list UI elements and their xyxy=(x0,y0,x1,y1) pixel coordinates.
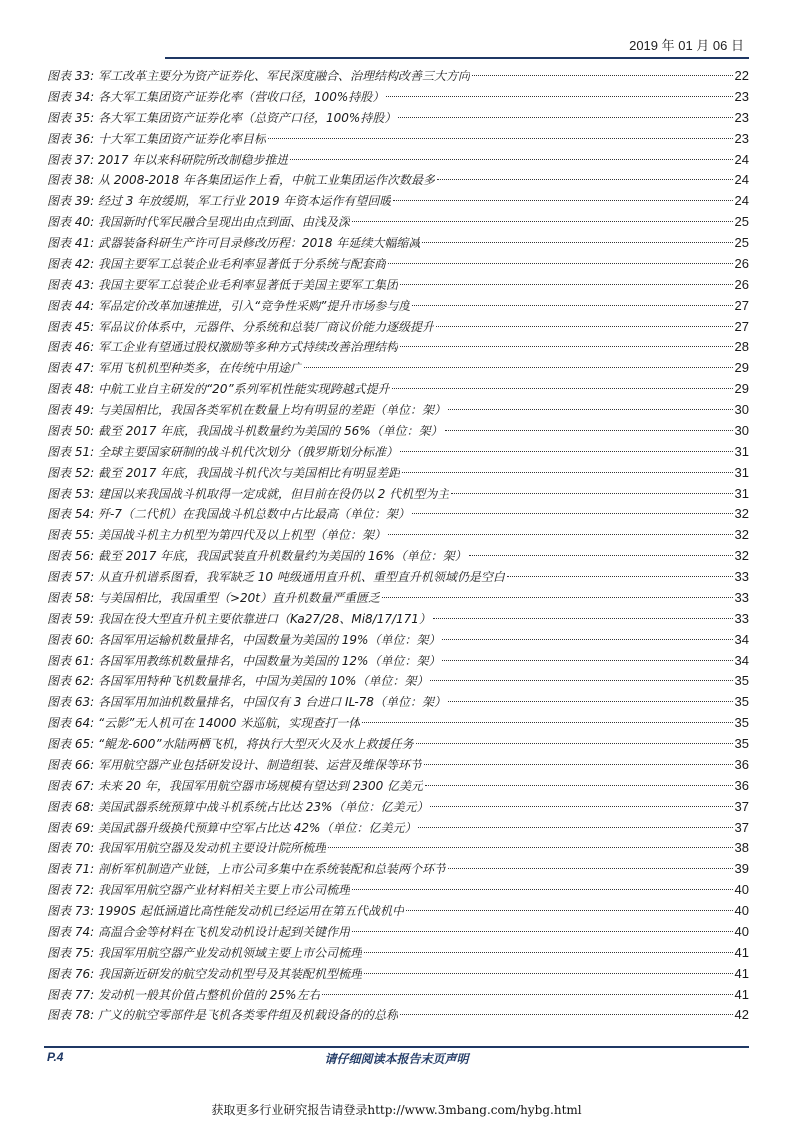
figure-page-number: 25 xyxy=(734,235,749,250)
figure-page-number: 40 xyxy=(734,923,749,939)
figure-title: 美国武器系统预算中战斗机系统占比达 23%（单位：亿美元） xyxy=(97,799,429,814)
dot-leader xyxy=(268,138,733,139)
figure-title: 截至 2017 年底，我国武装直升机数量约为美国的 16%（单位：架） xyxy=(97,549,467,564)
dot-leader xyxy=(437,179,733,180)
toc-entry[interactable] xyxy=(47,150,749,171)
figure-label: 图表 61: xyxy=(47,653,95,668)
figure-title: 军工企业有望通过股权激励等多种方式持续改善治理结构 xyxy=(97,340,398,355)
figure-label: 图表 76: xyxy=(47,966,95,981)
figure-title: 广义的航空零部件是飞机各类零件组及机载设备的的总称 xyxy=(97,1008,398,1023)
header-divider xyxy=(165,57,749,59)
figure-label: 图表 70: xyxy=(47,841,95,856)
toc-entry[interactable] xyxy=(47,713,749,734)
figure-title: 我国新时代军民融合呈现出由点到面、由浅及深 xyxy=(97,215,350,230)
toc-entry[interactable] xyxy=(47,337,749,358)
figure-page-number: 35 xyxy=(734,736,749,751)
download-note xyxy=(0,1101,793,1118)
figure-title: 建国以来我国战斗机取得一定成就，但目前在役仍以 2 代机型为主 xyxy=(97,486,450,501)
figure-label: 图表 34: xyxy=(47,89,95,104)
figure-title: 发动机一般其价值占整机价值的 25%左右 xyxy=(97,987,321,1002)
figure-title: 武器装备科研生产许可目录修改历程：2018 年延续大幅缩减 xyxy=(97,236,421,250)
figure-page-number: 31 xyxy=(734,464,749,480)
figure-label: 图表 75: xyxy=(47,945,95,960)
toc-entry[interactable] xyxy=(47,442,749,463)
toc-entry[interactable] xyxy=(47,838,749,859)
figure-page-number: 40 xyxy=(734,882,749,898)
figure-page-number: 36 xyxy=(734,756,749,772)
figure-title: 各国军用运输机数量排名，中国数量为美国的 19%（单位：架） xyxy=(97,632,441,647)
dot-leader xyxy=(445,430,733,431)
figure-page-number: 24 xyxy=(734,193,749,209)
toc-entry[interactable] xyxy=(47,567,749,588)
figure-title: 经过 3 年放缓期，军工行业 2019 年资本运作有望回暖 xyxy=(97,194,392,209)
figure-label: 图表 72: xyxy=(47,883,95,898)
toc-entry[interactable] xyxy=(47,191,749,212)
figure-label: 图表 60: xyxy=(47,632,95,647)
figure-label: 图表 46: xyxy=(47,340,95,355)
figure-page-number: 33 xyxy=(734,569,749,584)
figure-page-number: 42 xyxy=(734,1007,749,1023)
toc-entry[interactable] xyxy=(47,609,749,630)
dot-leader xyxy=(386,96,732,97)
figure-page-number: 41 xyxy=(734,965,749,981)
figure-label: 图表 51: xyxy=(47,444,95,459)
toc-entry[interactable] xyxy=(47,317,749,338)
toc-entry[interactable] xyxy=(47,108,749,129)
toc-entry[interactable] xyxy=(47,170,749,191)
dot-leader xyxy=(416,743,733,744)
figure-label: 图表 54: xyxy=(47,507,95,522)
dot-leader xyxy=(400,1014,733,1015)
figure-title: 美国战斗机主力机型为第四代及以上机型（单位：架） xyxy=(97,528,386,543)
toc-entry[interactable] xyxy=(47,797,749,818)
figure-label: 图表 62: xyxy=(47,674,95,689)
toc-entry[interactable] xyxy=(47,275,749,296)
figure-title: 全球主要国家研制的战斗机代次划分（俄罗斯划分标准） xyxy=(97,444,398,459)
figure-label: 图表 69: xyxy=(47,820,95,835)
dot-leader xyxy=(418,827,732,828)
toc-entry[interactable] xyxy=(47,880,749,901)
figure-page-number: 23 xyxy=(734,130,749,146)
dot-leader xyxy=(352,931,733,932)
figure-page-number: 29 xyxy=(734,381,749,397)
figure-page-number: 23 xyxy=(734,109,749,125)
toc-entry[interactable] xyxy=(47,212,749,233)
toc-entry[interactable] xyxy=(47,734,749,755)
figure-title: 十大军工集团资产证券化率目标 xyxy=(97,131,266,146)
dot-leader xyxy=(430,806,732,807)
dot-leader xyxy=(388,534,733,535)
figure-label: 图表 35: xyxy=(47,110,95,125)
footer-divider xyxy=(44,1046,749,1048)
figure-label: 图表 57: xyxy=(47,570,95,584)
figure-page-number: 30 xyxy=(734,422,749,438)
figure-label: 图表 36: xyxy=(47,131,95,146)
figure-title: 歼-7（二代机）在我国战斗机总数中占比最高（单位：架） xyxy=(97,507,410,522)
figure-title: “云影”无人机可在 14000 米巡航，实现查打一体 xyxy=(97,716,361,731)
figure-page-number: 32 xyxy=(734,506,749,522)
toc-entry[interactable] xyxy=(47,859,749,880)
figure-title: 与美国相比，我国各类军机在数量上均有明显的差距（单位：架） xyxy=(97,403,446,417)
toc-entry[interactable] xyxy=(47,546,749,567)
figure-title: 截至 2017 年底，我国战斗机数量约为美国的 56%（单位：架） xyxy=(97,423,443,438)
figure-title: 军品定价改革加速推进，引入“竞争性采购”提升市场参与度 xyxy=(97,298,411,313)
dot-leader xyxy=(388,263,733,264)
toc-entry[interactable] xyxy=(47,901,749,922)
dot-leader xyxy=(400,451,733,452)
dot-leader xyxy=(433,618,733,619)
dot-leader xyxy=(362,722,732,723)
figure-title: 美国武器升级换代预算中空军占比达 42%（单位：亿美元） xyxy=(97,820,417,835)
figure-title: 我国军用航空器产业材料相关主要上市公司梳理 xyxy=(97,883,350,898)
figure-label: 图表 45: xyxy=(47,319,95,334)
dot-leader xyxy=(328,847,733,848)
figure-page-number: 41 xyxy=(734,944,749,960)
dot-leader xyxy=(402,472,732,473)
figure-title: 我国在役大型直升机主要依靠进口（Ka27/28、Mi8/17/171） xyxy=(97,611,431,626)
page-number: P.4 xyxy=(47,1050,64,1064)
figure-page-number: 28 xyxy=(734,339,749,355)
figure-label: 图表 74: xyxy=(47,924,95,939)
dot-leader xyxy=(304,367,733,368)
toc-entry[interactable] xyxy=(47,630,749,651)
figure-page-number: 32 xyxy=(734,548,749,564)
figure-title: 剖析军机制造产业链，上市公司多集中在系统装配和总装两个环节 xyxy=(97,862,446,877)
toc-entry[interactable] xyxy=(47,943,749,964)
dot-leader xyxy=(364,973,733,974)
figure-page-number: 33 xyxy=(734,610,749,626)
figure-label: 图表 68: xyxy=(47,799,95,814)
figure-page-number: 25 xyxy=(734,214,749,230)
dot-leader xyxy=(436,326,733,327)
figure-label: 图表 33: xyxy=(47,69,95,83)
figure-label: 图表 73: xyxy=(47,904,95,918)
figure-label: 图表 67: xyxy=(47,778,95,793)
figure-title: 从 2008-2018 年各集团运作上看，中航工业集团运作次数最多 xyxy=(97,173,436,188)
figure-title: 军工改革主要分为资产证券化、军民深度融合、治理结构改善三大方向 xyxy=(97,69,470,83)
figure-title: 我国新近研发的航空发动机型号及其装配机型梳理 xyxy=(97,966,362,981)
figure-label: 图表 49: xyxy=(47,403,95,417)
figure-label: 图表 66: xyxy=(47,757,95,772)
dot-leader xyxy=(400,346,733,347)
toc-entry[interactable] xyxy=(47,66,749,87)
figure-page-number: 29 xyxy=(734,360,749,376)
figure-page-number: 38 xyxy=(734,840,749,856)
dot-leader xyxy=(322,994,732,995)
figure-title: 各大军工集团资产证券化率（总资产口径，100%持股） xyxy=(97,110,397,125)
figure-page-number: 30 xyxy=(734,402,749,417)
figure-title: 截至 2017 年底，我国战斗机代次与美国相比有明显差距 xyxy=(97,465,401,480)
toc-entry[interactable] xyxy=(47,296,749,317)
figure-page-number: 24 xyxy=(734,151,749,167)
toc-entry[interactable] xyxy=(47,254,749,275)
figure-label: 图表 44: xyxy=(47,298,95,313)
download-link[interactable]: 获取更多行业研究报告请登录http://www.3mbang.com/hybg.html xyxy=(211,1103,582,1117)
figure-label: 图表 59: xyxy=(47,611,95,626)
footer-disclaimer: 请仔细阅读本报告末页声明 xyxy=(324,1052,469,1066)
toc-entry[interactable] xyxy=(47,964,749,985)
toc-entry[interactable] xyxy=(47,484,749,505)
dot-leader xyxy=(392,388,733,389)
figure-page-number: 22 xyxy=(734,68,749,83)
toc-entry[interactable] xyxy=(47,985,749,1006)
toc-entry[interactable] xyxy=(47,525,749,546)
figure-label: 图表 42: xyxy=(47,256,95,271)
figure-page-number: 36 xyxy=(734,777,749,793)
dot-leader xyxy=(412,513,733,514)
toc-entry[interactable] xyxy=(47,504,749,525)
figure-page-number: 23 xyxy=(734,88,749,104)
dot-leader xyxy=(442,660,732,661)
toc-entry[interactable] xyxy=(47,129,749,150)
report-date: 2019 年 01 月 06 日 xyxy=(629,38,744,53)
toc-entry[interactable] xyxy=(47,818,749,839)
figure-label: 图表 47: xyxy=(47,361,95,376)
dot-leader xyxy=(472,75,733,76)
toc-entry[interactable] xyxy=(47,358,749,379)
figure-title: 1990S 起低涵道比高性能发动机已经运用在第五代战机中 xyxy=(97,904,404,918)
toc-entry[interactable] xyxy=(47,755,749,776)
dot-leader xyxy=(382,597,733,598)
figure-page-number: 37 xyxy=(734,819,749,835)
toc-entry[interactable] xyxy=(47,671,749,692)
figure-title: 各大军工集团资产证券化率（营收口径，100%持股） xyxy=(97,89,385,104)
figure-page-number: 37 xyxy=(734,798,749,814)
figure-title: 2017 年以来科研院所改制稳步推进 xyxy=(97,152,289,167)
figure-title: 高温合金等材料在飞机发动机设计起到关键作用 xyxy=(97,924,350,939)
figure-label: 图表 50: xyxy=(47,423,95,438)
figure-title: 我国主要军工总装企业毛利率显著低于美国主要军工集团 xyxy=(97,277,398,292)
figure-page-number: 35 xyxy=(734,694,749,710)
figure-label: 图表 48: xyxy=(47,382,95,397)
dot-leader xyxy=(393,200,732,201)
figure-label: 图表 39: xyxy=(47,194,95,209)
figure-label: 图表 64: xyxy=(47,716,95,731)
figure-label: 图表 40: xyxy=(47,215,95,230)
figure-page-number: 26 xyxy=(734,276,749,292)
figure-page-number: 31 xyxy=(734,443,749,459)
figure-page-number: 27 xyxy=(734,318,749,334)
toc-entry[interactable] xyxy=(47,1005,749,1026)
toc-entry[interactable] xyxy=(47,651,749,672)
toc-entry[interactable] xyxy=(47,421,749,442)
figure-title: 我国军用航空器产业发动机领域主要上市公司梳理 xyxy=(97,945,362,960)
figure-title: 军用飞机机型种类多，在传统中用途广 xyxy=(97,361,302,376)
figure-page-number: 41 xyxy=(734,986,749,1002)
figure-page-number: 35 xyxy=(734,673,749,689)
toc-entry[interactable] xyxy=(47,400,749,421)
figure-title: 各国军用加油机数量排名，中国仅有 3 台进口 IL-78（单位：架） xyxy=(97,695,446,710)
figure-title: 我国主要军工总装企业毛利率显著低于分系统与配套商 xyxy=(97,256,386,271)
figure-page-number: 24 xyxy=(734,172,749,188)
toc-entry[interactable] xyxy=(47,922,749,943)
toc-entry[interactable] xyxy=(47,379,749,400)
figure-label: 图表 43: xyxy=(47,277,95,292)
dot-leader xyxy=(448,701,733,702)
figure-page-number: 40 xyxy=(734,903,749,918)
dot-leader xyxy=(352,889,733,890)
dot-leader xyxy=(507,576,733,577)
figure-page-number: 26 xyxy=(734,255,749,271)
toc-entry[interactable] xyxy=(47,776,749,797)
figure-label: 图表 52: xyxy=(47,465,95,480)
figure-page-number: 33 xyxy=(734,589,749,605)
figure-label: 图表 77: xyxy=(47,987,95,1002)
figure-label: 图表 78: xyxy=(47,1008,95,1023)
figure-title: 从直升机谱系图看，我军缺乏 10 吨级通用直升机、重型直升机领域仍是空白 xyxy=(97,570,505,584)
dot-leader xyxy=(422,242,732,243)
figure-page-number: 31 xyxy=(734,485,749,501)
figure-page-number: 27 xyxy=(734,297,749,313)
dot-leader xyxy=(451,493,732,494)
toc-entry[interactable] xyxy=(47,588,749,609)
table-of-figures xyxy=(47,66,749,1026)
figure-title: 与美国相比，我国重型（>20t）直升机数量严重匮乏 xyxy=(97,590,380,605)
figure-title: 中航工业自主研发的“20”系列军机性能实现跨越式提升 xyxy=(97,382,390,397)
figure-label: 图表 63: xyxy=(47,695,95,710)
figure-label: 图表 55: xyxy=(47,528,95,543)
figure-label: 图表 37: xyxy=(47,152,95,167)
dot-leader xyxy=(430,680,732,681)
toc-entry[interactable] xyxy=(47,87,749,108)
figure-label: 图表 65: xyxy=(47,737,95,751)
dot-leader xyxy=(412,305,732,306)
figure-label: 图表 53: xyxy=(47,486,95,501)
toc-entry[interactable] xyxy=(47,463,749,484)
figure-page-number: 34 xyxy=(734,652,749,668)
figure-title: 军品议价体系中，元器件、分系统和总装厂商议价能力逐级提升 xyxy=(97,319,434,334)
dot-leader xyxy=(425,785,732,786)
dot-leader xyxy=(448,409,733,410)
dot-leader xyxy=(352,221,733,222)
dot-leader xyxy=(424,764,733,765)
figure-label: 图表 71: xyxy=(47,862,95,877)
figure-page-number: 34 xyxy=(734,631,749,647)
dot-leader xyxy=(290,159,732,160)
dot-leader xyxy=(448,868,733,869)
figure-title: 各国军用教练机数量排名，中国数量为美国的 12%（单位：架） xyxy=(97,653,441,668)
figure-title: “鲲龙-600”水陆两栖飞机，将执行大型灭火及水上救援任务 xyxy=(97,737,414,751)
dot-leader xyxy=(400,284,733,285)
dot-leader xyxy=(406,910,733,911)
toc-entry[interactable] xyxy=(47,692,749,713)
dot-leader xyxy=(364,952,733,953)
figure-page-number: 32 xyxy=(734,527,749,543)
figure-title: 未来 20 年，我国军用航空器市场规模有望达到 2300 亿美元 xyxy=(97,778,424,793)
dot-leader xyxy=(442,639,732,640)
figure-label: 图表 38: xyxy=(47,173,95,188)
figure-page-number: 39 xyxy=(734,861,749,877)
figure-label: 图表 56: xyxy=(47,549,95,564)
dot-leader xyxy=(469,555,733,556)
figure-label: 图表 58: xyxy=(47,590,95,605)
toc-entry[interactable] xyxy=(47,233,749,254)
dot-leader xyxy=(398,117,732,118)
figure-page-number: 35 xyxy=(734,715,749,731)
figure-title: 军用航空器产业包括研发设计、制造组装、运营及维保等环节 xyxy=(97,757,422,772)
figure-title: 各国军用特种飞机数量排名，中国为美国的 10%（单位：架） xyxy=(97,674,429,689)
figure-title: 我国军用航空器及发动机主要设计院所梳理 xyxy=(97,841,326,856)
figure-label: 图表 41: xyxy=(47,236,95,250)
